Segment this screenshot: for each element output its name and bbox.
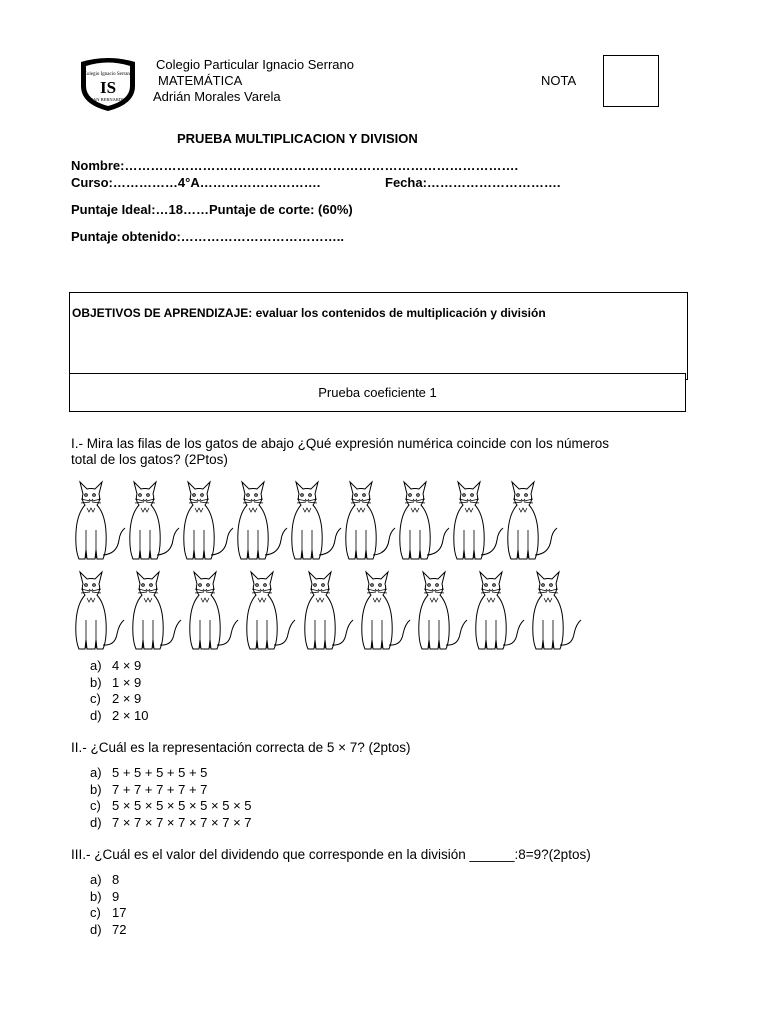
cat-drawing-icon: [123, 480, 181, 564]
option-b[interactable]: b) 1 × 9: [90, 674, 142, 690]
puntaje-ideal: Puntaje Ideal:…18……Puntaje de corte: (60%): [71, 202, 353, 217]
cat-row-2: [69, 570, 584, 654]
question-1-line2: total de los gatos? (2Ptos): [71, 452, 228, 467]
objectives-text: [72, 306, 546, 320]
objectives-box: [69, 292, 688, 380]
teacher-name: Adrián Morales Varela: [153, 89, 281, 104]
cat-drawing-icon: [177, 480, 235, 564]
option-a[interactable]: a) 8: [90, 872, 120, 887]
option-c[interactable]: c) 17: [90, 905, 127, 920]
question-2-options: [90, 765, 252, 831]
option-a[interactable]: a) 4 × 9: [90, 658, 142, 673]
cat-drawing-icon: [339, 480, 397, 564]
objectives-label: OBJETIVOS DE APRENDIZAJE:: [72, 306, 253, 320]
option-d[interactable]: d) 72: [90, 921, 127, 937]
option-b[interactable]: b) 9: [90, 888, 120, 904]
cat-drawing-icon: [393, 480, 451, 564]
nota-label: NOTA: [541, 73, 577, 88]
question-1-options: [90, 658, 149, 724]
nombre-field[interactable]: Nombre:……………………………………………………………………………….: [71, 158, 519, 173]
cat-drawing-icon: [285, 480, 343, 564]
option-b[interactable]: b) 7 + 7 + 7 + 7 + 7: [90, 781, 208, 797]
cat-drawing-icon: [126, 570, 184, 654]
cat-drawing-icon: [69, 570, 127, 654]
cat-drawing-icon: [469, 570, 527, 654]
option-c[interactable]: c) 2 × 9: [90, 691, 142, 706]
cat-drawing-icon: [447, 480, 505, 564]
school-name: Colegio Particular Ignacio Serrano: [156, 57, 354, 72]
cat-drawing-icon: [412, 570, 470, 654]
puntaje-obtenido-field[interactable]: Puntaje obtenido:………………………………..: [71, 229, 344, 244]
cat-row-1: [69, 480, 559, 564]
logo-bottom-text: SAN BERNARDO: [90, 97, 126, 102]
cat-drawing-icon: [298, 570, 356, 654]
cat-drawing-icon: [526, 570, 584, 654]
cat-drawing-icon: [183, 570, 241, 654]
option-d[interactable]: d) 2 × 10: [90, 707, 149, 723]
cat-drawing-icon: [355, 570, 413, 654]
option-a[interactable]: a) 5 + 5 + 5 + 5 + 5: [90, 765, 208, 780]
exam-title: PRUEBA MULTIPLICACION Y DIVISION: [177, 131, 418, 146]
question-1-prompt: [71, 436, 691, 468]
question-3-options: [90, 872, 126, 938]
question-2-prompt: II.- ¿Cuál es la representación correcta de 5 × 7? (2ptos): [71, 740, 411, 755]
fecha-field[interactable]: Fecha:………………………….: [385, 175, 561, 190]
nota-box[interactable]: [603, 55, 659, 107]
logo-top-text: Colegio Ignacio Serrano: [83, 72, 133, 77]
question-1-line1: I.- Mira las filas de los gatos de abajo ¿Qué expresión numérica coincide con los números: [71, 436, 610, 451]
option-d[interactable]: d) 7 × 7 × 7 × 7 × 7 × 7 × 7: [90, 814, 252, 830]
school-shield-logo-icon: [78, 56, 138, 112]
logo-monogram: IS: [99, 78, 117, 97]
question-3-prompt: III.- ¿Cuál es el valor del dividendo que corresponde en la división ______:8=9?(2ptos): [71, 847, 591, 862]
objectives-content: evaluar los contenidos de multiplicación y división: [255, 306, 546, 320]
cat-drawing-icon: [240, 570, 298, 654]
school-logo: [78, 56, 138, 112]
coefficient-label: Prueba coeficiente 1: [318, 385, 437, 400]
curso-field[interactable]: Curso:……………4°A……………………….: [71, 175, 321, 190]
cat-drawing-icon: [501, 480, 559, 564]
coefficient-box: [69, 373, 686, 412]
cat-drawing-icon: [231, 480, 289, 564]
subject-name: MATEMÁTICA: [158, 73, 243, 88]
option-c[interactable]: c) 5 × 5 × 5 × 5 × 5 × 5 × 5: [90, 798, 252, 813]
cat-drawing-icon: [69, 480, 127, 564]
